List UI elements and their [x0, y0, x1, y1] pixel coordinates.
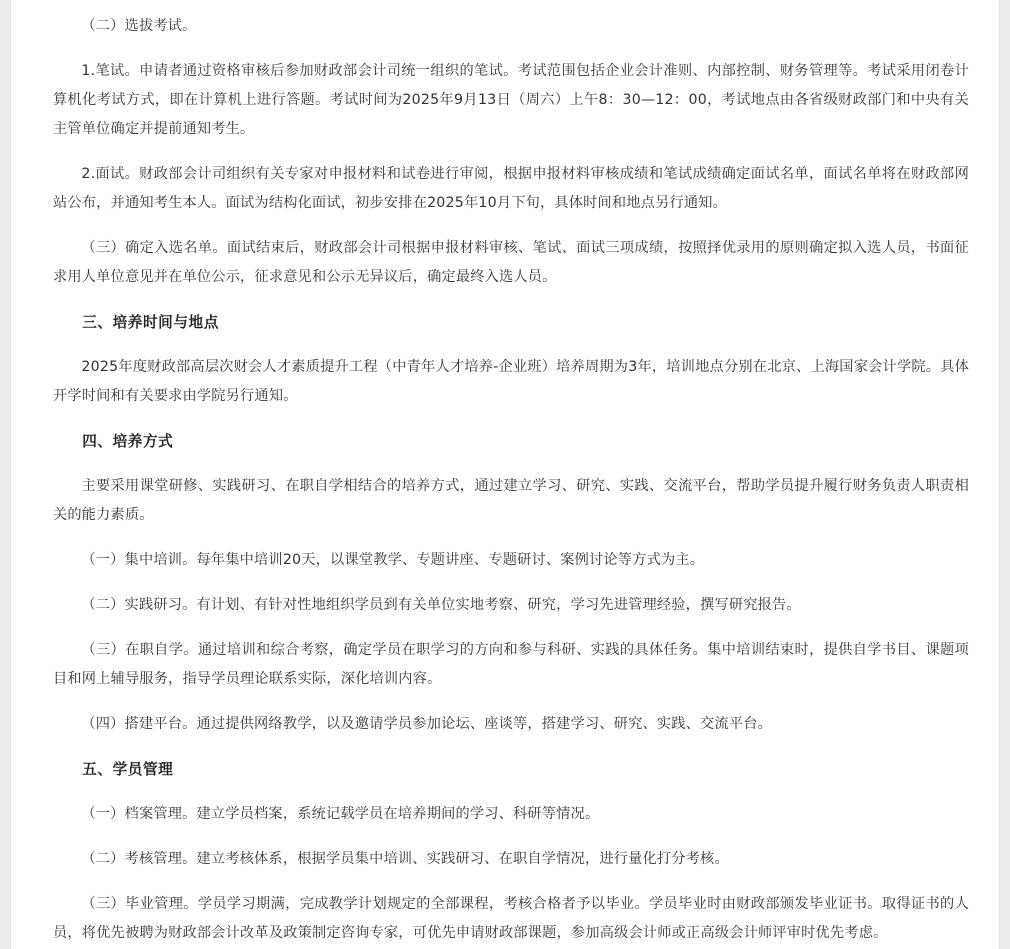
document-content	[53, 12, 969, 949]
paragraph-centralized-training: （一）集中培训。每年集中培训20天，以课堂教学、专题讲座、专题研讨、案例讨论等方式为主。	[81, 552, 705, 568]
section-heading-time-place: 三、培养时间与地点	[82, 314, 219, 331]
section-heading-student-management: 五、学员管理	[82, 761, 174, 778]
paragraph-platform: （四）搭建平台。通过提供网络教学，以及邀请学员参加论坛、座谈等，搭建学习、研究、实践、交流平台。	[81, 716, 772, 732]
paragraph-self-study: （三）在职自学。通过培训和综合考察，确定学员在职学习的方向和参与科研、实践的具体任务。集中培训结束时，提供自学书目、课题项目和网上辅导服务，指导学员理论联系实际，深化培训内容。	[53, 642, 969, 687]
paragraph-training-period: 2025年度财政部高层次财会人才素质提升工程（中青年人才培养-企业班）培养周期为3年，培训地点分别在北京、上海国家会计学院。具体开学时间和有关要求由学院另行通知。	[53, 359, 969, 404]
paragraph-selection-exam: （二）选拔考试。	[81, 18, 197, 34]
paragraph-method-overview: 主要采用课堂研修、实践研习、在职自学相结合的培养方式，通过建立学习、研究、实践、交流平台，帮助学员提升履行财务负责人职责相关的能力素质。	[53, 478, 969, 523]
paragraph-practice-research: （二）实践研习。有计划、有针对性地组织学员到有关单位实地考察、研究，学习先进管理经验，撰写研究报告。	[81, 597, 801, 613]
document-page	[10, 0, 1000, 949]
page-left-gutter	[0, 0, 10, 949]
paragraph-written-exam: 1.笔试。申请者通过资格审核后参加财政部会计司统一组织的笔试。考试范围包括企业会计准则、内部控制、财务管理等。考试采用闭卷计算机化考试方式，即在计算机上进行答题。考试时间为2025年9月13日（周六）上午8：30—12：00，考试地点由各省级财政部门和中央有关主管单位确定并提前通知考生。	[53, 63, 969, 137]
paragraph-interview: 2.面试。财政部会计司组织有关专家对申报材料和试卷进行审阅，根据申报材料审核成绩和笔试成绩确定面试名单，面试名单将在财政部网站公布，并通知考生本人。面试为结构化面试，初步安排在2025年10月下旬，具体时间和地点另行通知。	[53, 166, 969, 211]
paragraph-assessment-management: （二）考核管理。建立考核体系，根据学员集中培训、实践研习、在职自学情况，进行量化打分考核。	[81, 851, 729, 867]
paragraph-archive-management: （一）档案管理。建立学员档案，系统记载学员在培养期间的学习、科研等情况。	[81, 806, 600, 822]
page-right-gutter	[1000, 0, 1010, 949]
section-heading-training-method: 四、培养方式	[82, 433, 174, 450]
paragraph-graduation-management: （三）毕业管理。学员学习期满，完成教学计划规定的全部课程，考核合格者予以毕业。学员毕业时由财政部颁发毕业证书。取得证书的人员，将优先被聘为财政部会计改革及政策制定咨询专家，可优先申请财政部课题，参加高级会计师或正高级会计师评审时优先考虑。	[53, 896, 969, 941]
paragraph-final-list: （三）确定入选名单。面试结束后，财政部会计司根据申报材料审核、笔试、面试三项成绩，按照择优录用的原则确定拟入选人员，书面征求用人单位意见并在单位公示，征求意见和公示无异议后，确定最终入选人员。	[53, 240, 969, 285]
